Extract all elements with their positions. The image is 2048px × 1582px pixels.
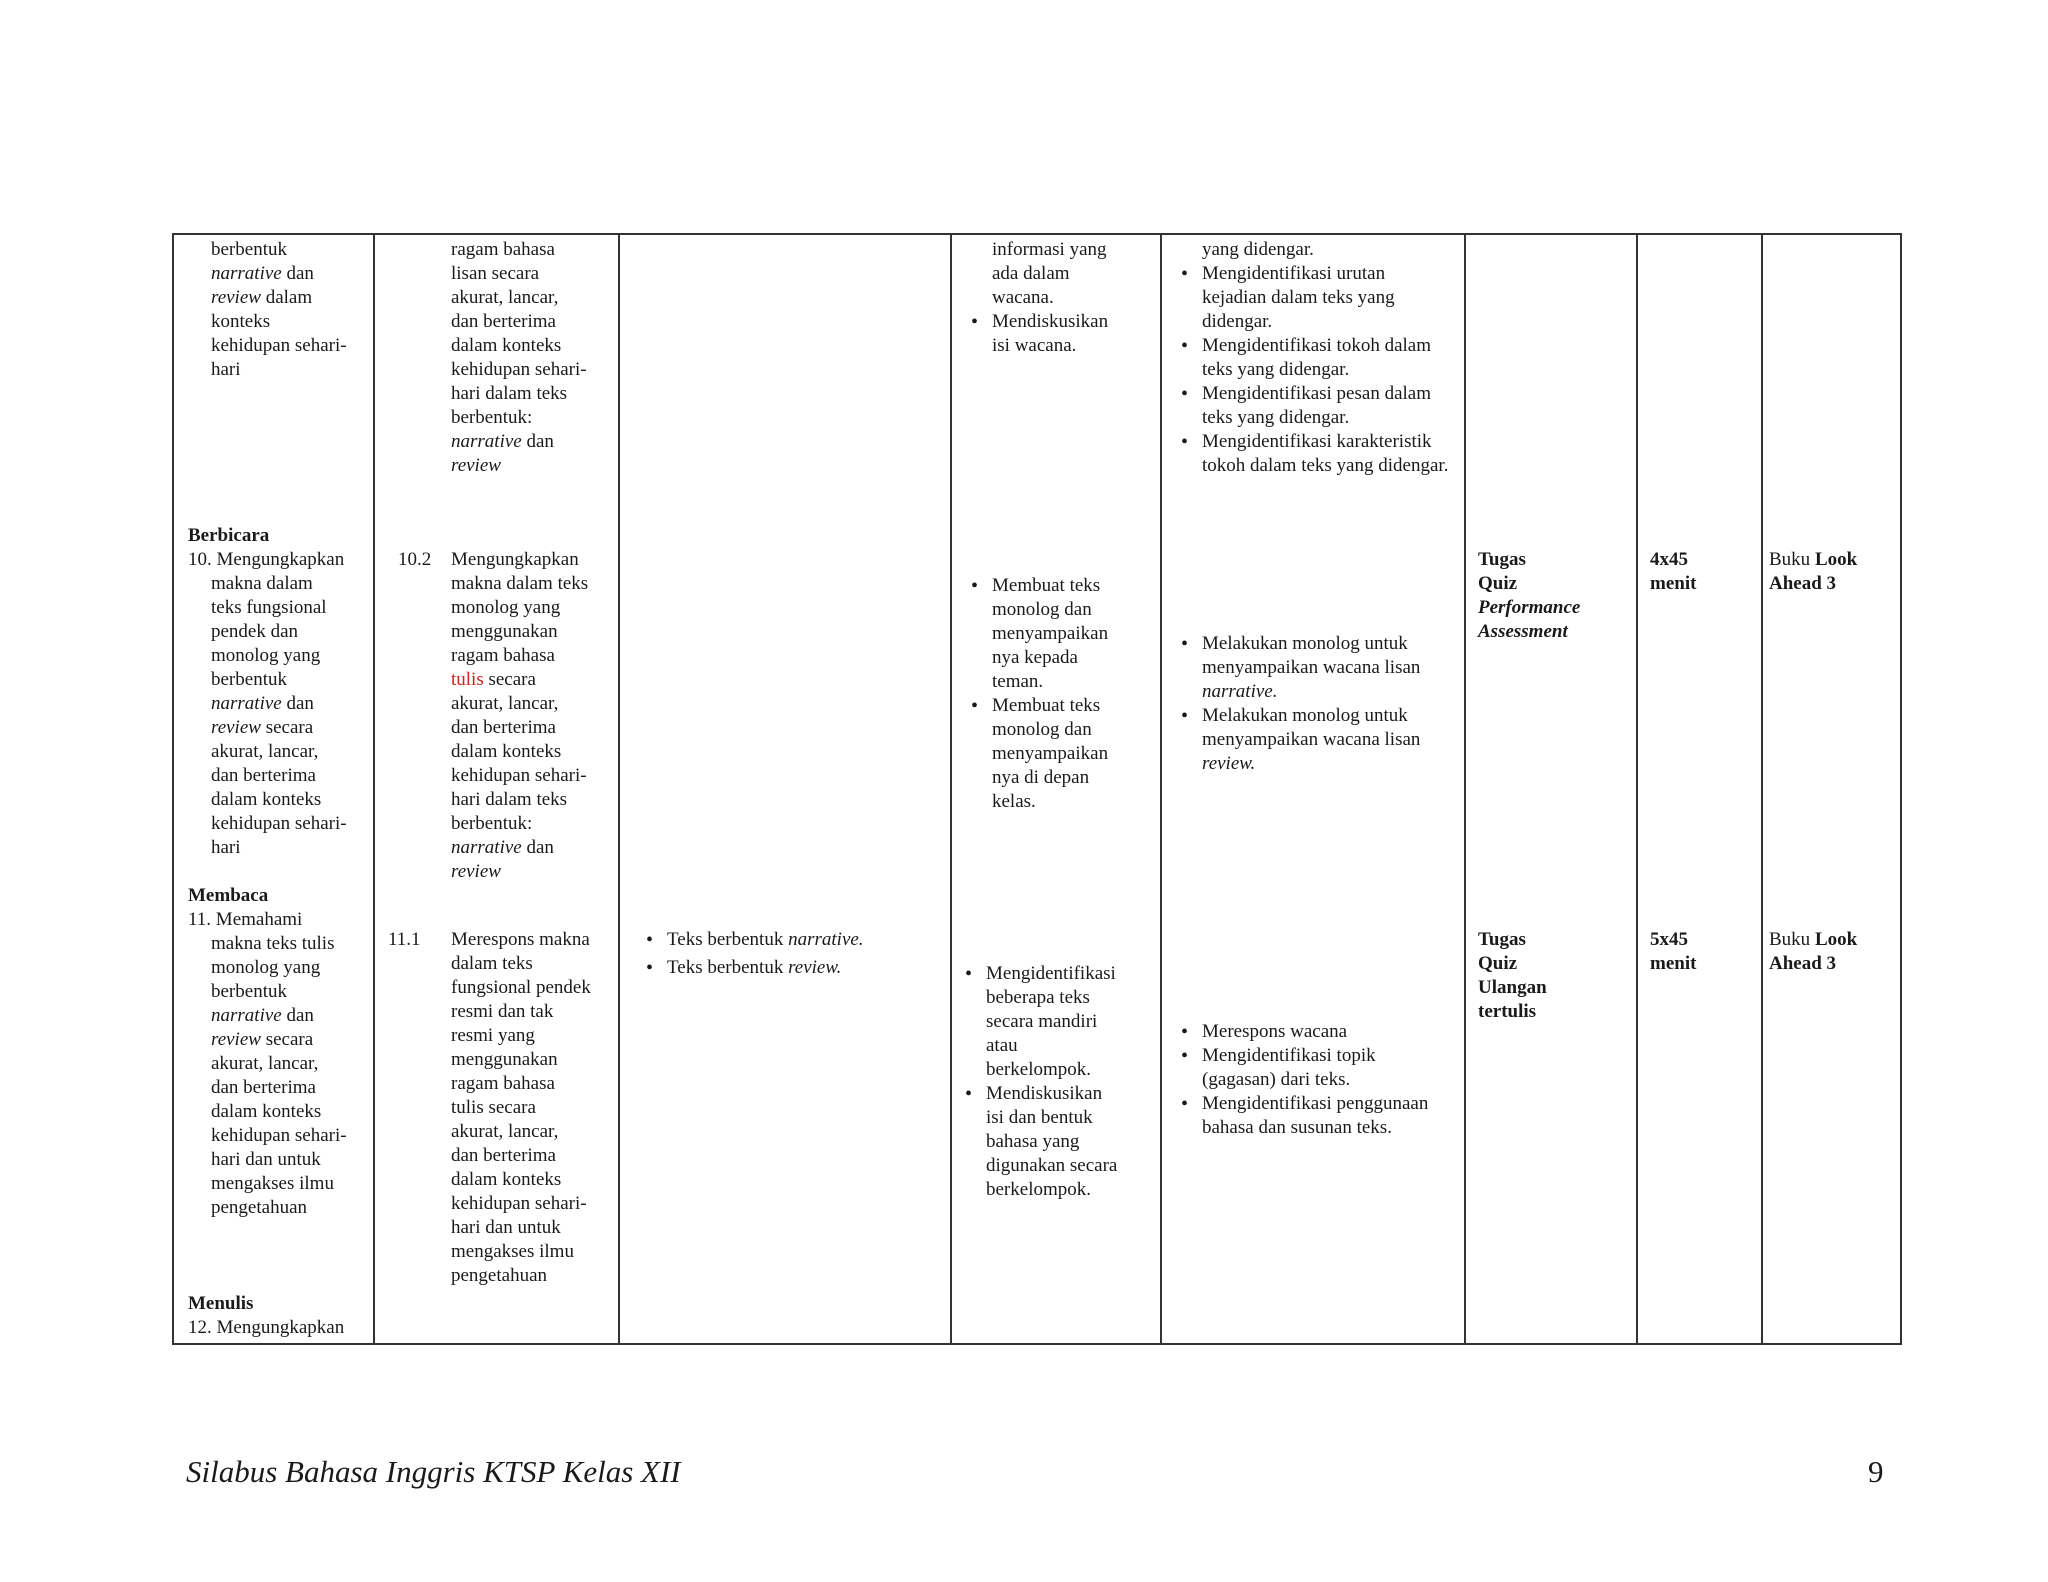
text-line: hari dalam teks (451, 383, 568, 404)
text-line: akurat, lancar, (451, 1121, 559, 1142)
kd-10-2 (398, 548, 614, 884)
text-line: Assessment (1478, 621, 1568, 642)
column-divider (373, 235, 375, 1343)
section-heading-menulis: Menulis (188, 1293, 254, 1314)
text-line: monolog yang (211, 645, 321, 666)
text-line: dalam teks (451, 953, 533, 974)
text-line: narrative dan (451, 837, 554, 858)
text-line: makna dalam (211, 573, 313, 594)
text-line: ragam bahasa (451, 239, 555, 260)
text-line: hari dan untuk (211, 1149, 321, 1170)
text-line: review secara (211, 1029, 314, 1050)
col-kegiatan-membaca (963, 962, 1118, 1202)
col-kompetensi-dasar (451, 238, 613, 478)
list-item: • Melakukan monolog untuk menyampaikan wacana lisan review. (1179, 704, 1449, 776)
text-line: Ahead 3 (1769, 573, 1837, 594)
col-indikator-berbicara (1179, 632, 1449, 776)
text-line: 5x45 (1650, 929, 1688, 950)
list-item: • Mengidentifikasi topik (gagasan) dari teks. (1179, 1044, 1449, 1092)
kd-number: 10.2 (398, 549, 432, 570)
section-heading-berbicara: Berbicara (188, 525, 270, 546)
text-line: berbentuk (211, 981, 287, 1002)
text-line: narrative dan (211, 263, 314, 284)
footer-title: Silabus Bahasa Inggris KTSP Kelas XII (186, 1454, 681, 1489)
text-line: dalam konteks (211, 1101, 322, 1122)
kd-11-1 (388, 928, 614, 1288)
list-item: • Mengidentifikasi urutan kejadian dalam teks yang didengar. (1179, 262, 1449, 334)
text-line: kehidupan sehari- (451, 359, 587, 380)
text-line: kehidupan sehari- (451, 1193, 587, 1214)
text-line: Buku Look (1769, 549, 1858, 570)
text-line: tertulis (1478, 1001, 1537, 1022)
col-kegiatan-berbicara (969, 574, 1119, 814)
text-line: akurat, lancar, (451, 287, 559, 308)
column-divider (618, 235, 620, 1343)
col-penilaian-berbicara (1478, 548, 1628, 644)
text-line: kehidupan sehari- (211, 1125, 347, 1146)
col-sumber-berbicara (1769, 548, 1899, 596)
text-line: dan berterima (451, 1145, 556, 1166)
text-line: yang didengar. (1202, 239, 1314, 260)
text-line: dan berterima (211, 1077, 316, 1098)
list-item: • Mengidentifikasi beberapa teks secara mandiri atau berkelompok. (963, 962, 1118, 1082)
sk-number: 11. Memahami (188, 909, 303, 930)
text-line: Quiz (1478, 953, 1518, 974)
text-line: hari (211, 837, 241, 858)
column-divider (1761, 235, 1763, 1343)
text-line: pengetahuan (451, 1265, 548, 1286)
text-line: narrative dan (451, 431, 554, 452)
column-divider (950, 235, 952, 1343)
text-line: review (451, 455, 501, 476)
text-line: berbentuk (211, 239, 287, 260)
text-line: berbentuk: (451, 813, 533, 834)
text-line: kehidupan sehari- (451, 765, 587, 786)
text-line: berbentuk: (451, 407, 533, 428)
text-line: tulis secara (451, 669, 536, 690)
text-line: kehidupan sehari- (211, 335, 347, 356)
list-item: informasi yang ada dalam wacana. (992, 239, 1107, 308)
text-line: dan berterima (451, 717, 556, 738)
col-penilaian-membaca (1478, 928, 1628, 1024)
text-line: berbentuk (211, 669, 287, 690)
text-line: dan berterima (451, 311, 556, 332)
text-line: makna teks tulis (211, 933, 335, 954)
text-line: hari dalam teks (451, 789, 568, 810)
text-line: resmi yang (451, 1025, 535, 1046)
list-item: • Mendiskusikan isi dan bentuk bahasa yang digunakan secara berkelompok. (963, 1082, 1118, 1202)
text-line: fungsional pendek (451, 977, 591, 998)
text-line: konteks (211, 311, 271, 332)
text-line: hari (211, 359, 241, 380)
text-line: lisan secara (451, 263, 540, 284)
text-line: menit (1650, 573, 1697, 594)
col-alokasi-membaca (1650, 928, 1755, 976)
text-line: review secara (211, 717, 314, 738)
text-line: mengakses ilmu (451, 1241, 574, 1262)
text-line: akurat, lancar, (451, 693, 559, 714)
list-item: • Melakukan monolog untuk menyampaikan wacana lisan narrative. (1179, 632, 1449, 704)
text-line: resmi dan tak (451, 1001, 554, 1022)
text-line: menggunakan (451, 1049, 558, 1070)
text-line: monolog yang (211, 957, 321, 978)
list-item: • Mengidentifikasi pesan dalam teks yang didengar. (1179, 382, 1449, 430)
text-line: Tugas (1478, 549, 1526, 570)
col-kegiatan-cont (969, 238, 1119, 358)
text-line: mengakses ilmu (211, 1173, 334, 1194)
text-line: makna dalam teks (451, 573, 589, 594)
text-line: narrative dan (211, 693, 314, 714)
list-item: • Membuat teks monolog dan menyampaikan nya di depan kelas. (969, 694, 1119, 814)
text-line: Ulangan (1478, 977, 1547, 998)
text-line: pendek dan (211, 621, 299, 642)
text-line: hari dan untuk (451, 1217, 561, 1238)
section-heading-membaca: Membaca (188, 885, 269, 906)
list-item: • Mengidentifikasi penggunaan bahasa dan susunan teks. (1179, 1092, 1449, 1140)
text-line: review dalam (211, 287, 313, 308)
text-line: akurat, lancar, (211, 741, 319, 762)
text-line: kehidupan sehari- (211, 813, 347, 834)
text-line: tulis secara (451, 1097, 536, 1118)
list-item: • Merespons wacana (1179, 1020, 1449, 1044)
sk-number: 12. Mengungkapkan (188, 1317, 345, 1338)
text-line: 4x45 (1650, 549, 1688, 570)
syllabus-table (172, 233, 1902, 1345)
page-number: 9 (1868, 1454, 1884, 1489)
text-line: 10.2 Mengungkapkan (398, 549, 579, 570)
text-line: Buku Look (1769, 929, 1858, 950)
list-item: • Membuat teks monolog dan menyampaikan nya kepada teman. (969, 574, 1119, 694)
col-indikator-cont (1179, 238, 1449, 478)
col-indikator-membaca (1179, 1020, 1449, 1140)
col-alokasi-berbicara (1650, 548, 1755, 596)
text-line: dalam konteks (451, 1169, 562, 1190)
text-line: Quiz (1478, 573, 1518, 594)
text-line: Ahead 3 (1769, 953, 1837, 974)
text-line: menggunakan (451, 621, 558, 642)
text-line: narrative dan (211, 1005, 314, 1026)
col-sumber-membaca (1769, 928, 1899, 976)
sk-number: 10. Mengungkapkan (188, 549, 345, 570)
text-line: akurat, lancar, (211, 1053, 319, 1074)
text-line: dalam konteks (451, 335, 562, 356)
col-standar-kompetensi-berbicara (188, 524, 370, 1340)
list-item: • Teks berbentuk narrative. (644, 928, 944, 952)
text-line: Tugas (1478, 929, 1526, 950)
text-line: ragam bahasa (451, 1073, 555, 1094)
column-divider (1160, 235, 1162, 1343)
kd-number: 11.1 (388, 929, 421, 950)
list-item: • Mengidentifikasi tokoh dalam teks yang didengar. (1179, 334, 1449, 382)
list-item: • Mengidentifikasi karakteristik tokoh dalam teks yang didengar. (1179, 430, 1449, 478)
text-line: teks fungsional (211, 597, 327, 618)
text-line: menit (1650, 953, 1697, 974)
text-line: dan berterima (211, 765, 316, 786)
text-line: monolog yang (451, 597, 561, 618)
col-standar-kompetensi (188, 238, 368, 382)
text-line: Performance (1478, 597, 1581, 618)
list-item: • Mendiskusikan isi wacana. (969, 310, 1119, 358)
text-line: ragam bahasa (451, 645, 555, 666)
list-item: • Teks berbentuk review. (644, 956, 944, 980)
col-materi (644, 928, 944, 980)
column-divider (1464, 235, 1466, 1343)
text-line: 11.1 Merespons makna (388, 929, 590, 950)
text-line: dalam konteks (451, 741, 562, 762)
text-line: review (451, 861, 501, 882)
text-line: dalam konteks (211, 789, 322, 810)
text-line: pengetahuan (211, 1197, 308, 1218)
column-divider (1636, 235, 1638, 1343)
